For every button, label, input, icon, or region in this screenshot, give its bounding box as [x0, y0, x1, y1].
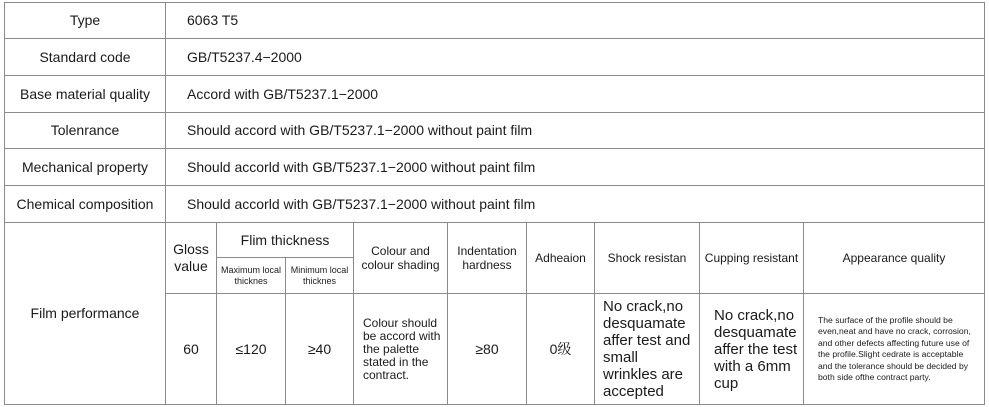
value-indentation-hardness: ≥80	[448, 294, 527, 405]
header-colour-shading: Colour and colour shading	[354, 223, 448, 294]
row-label-standard-code: Standard code	[4, 39, 166, 76]
header-adhesion: Adheaion	[527, 223, 595, 294]
value-adhesion: 0级	[527, 294, 595, 405]
header-max-local-thickness: Maximum local thicknes	[217, 258, 286, 294]
row-value-base-material: Accord with GB/T5237.1−2000	[166, 76, 985, 113]
spec-table	[4, 2, 985, 405]
row-label-tolerance: Tolenrance	[4, 113, 166, 149]
row-label-mechanical: Mechanical property	[4, 149, 166, 186]
header-shock-resistance: Shock resistan	[595, 223, 700, 294]
header-cupping-resistant: Cupping resistant	[700, 223, 804, 294]
row-value-type: 6063 T5	[166, 2, 985, 39]
header-gloss-value: Gloss value	[166, 223, 217, 294]
row-value-tolerance: Should accord with GB/T5237.1−2000 without paint film	[166, 113, 985, 149]
value-colour-shading: Colour should be accord with the palette stated in the contract.	[354, 294, 448, 405]
row-value-mechanical: Should accorld with GB/T5237.1−2000 without paint film	[166, 149, 985, 186]
header-min-local-thickness: Minimum local thicknes	[286, 258, 354, 294]
row-label-base-material: Base material quality	[4, 76, 166, 113]
row-value-standard-code: GB/T5237.4−2000	[166, 39, 985, 76]
header-appearance-quality: Appearance quality	[804, 223, 985, 294]
value-min-local-thickness: ≥40	[286, 294, 354, 405]
value-appearance-quality: The surface of the profile should be even,neat and have no crack, corrosion, and other defects affecting future use of the profile.Slight cedrate is acceptable and the tolerance should be decided by both side ofthe contract party.	[804, 294, 985, 405]
value-shock-resistance: No crack,no desquamate affer test and small wrinkles are accepted	[595, 294, 700, 405]
header-flim-thickness: Flim thickness	[217, 223, 354, 258]
film-performance-label: Film performance	[4, 223, 166, 405]
row-label-chemical: Chemical composition	[4, 186, 166, 223]
value-gloss: 60	[166, 294, 217, 405]
value-max-local-thickness: ≤120	[217, 294, 286, 405]
row-value-chemical: Should accorld with GB/T5237.1−2000 without paint film	[166, 186, 985, 223]
value-cupping-resistant: No crack,no desquamate affer the test with a 6mm cup	[700, 294, 804, 405]
header-indentation-hardness: Indentation hardness	[448, 223, 527, 294]
row-label-type: Type	[4, 2, 166, 39]
